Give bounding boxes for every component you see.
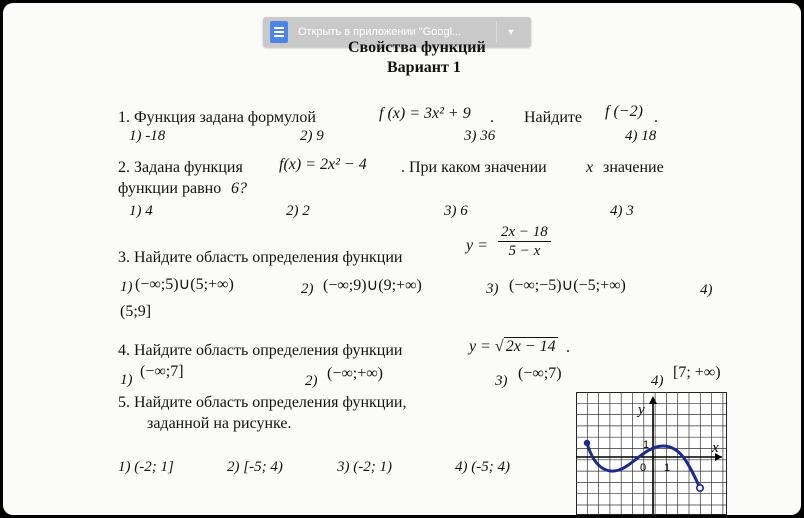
q2-tail: значение <box>603 159 664 176</box>
q3-fraction <box>498 223 551 260</box>
q2-answer-1: 1) 4 <box>129 203 153 219</box>
variant-label: Вариант 1 <box>387 59 461 76</box>
q3-answer-3: (−∞;−5)∪(−5;+∞) <box>509 277 626 294</box>
q1-text: 1. Функция задана формулой <box>118 109 316 126</box>
q3-y: y = <box>466 237 488 254</box>
q4-radicand: 2x − 14 <box>505 338 556 355</box>
q3-answer-4-num: 4) <box>700 282 713 298</box>
q2-formula: f(x) = 2x² − 4 <box>279 156 367 173</box>
q4-formula <box>469 337 558 356</box>
q4-answer-1: (−∞;7] <box>140 363 184 380</box>
sqrt-sign: √ <box>494 338 504 355</box>
q2-answer-2: 2) 2 <box>286 203 310 219</box>
q3-answer-2: (−∞;9)∪(9;+∞) <box>323 277 422 294</box>
q2-value: 6? <box>231 180 247 197</box>
q4-answer-4: [7; +∞) <box>673 364 721 381</box>
q3-numerator: 2x − 18 <box>498 223 551 242</box>
q4-text: 4. Найдите область определения функции <box>118 342 403 359</box>
worksheet <box>3 3 801 515</box>
x-unit-label: 1 <box>664 462 671 474</box>
q5-line1: 5. Найдите область определения функции, <box>118 394 407 411</box>
q5-answer-2: 2) [-5; 4) <box>227 459 283 475</box>
q4-dot: . <box>566 339 570 356</box>
q4-answer-3-num: 3) <box>495 373 508 389</box>
curve-end-open-point <box>697 485 703 491</box>
q1-dot: . <box>490 109 494 126</box>
q5-answer-4: 4) (-5; 4) <box>455 459 510 475</box>
q5-line2: заданной на рисунке. <box>147 415 292 432</box>
q1-find: Найдите <box>524 109 583 126</box>
page-title: Свойства функций <box>348 39 486 56</box>
q4-answer-1-num: 1) <box>120 372 133 388</box>
q1-dot-2: . <box>654 109 658 126</box>
q1-answer-2: 2) 9 <box>300 128 324 144</box>
q4-answer-4-num: 4) <box>651 373 664 389</box>
q2-answer-3: 3) 6 <box>444 203 468 219</box>
q3-denominator: 5 − x <box>508 243 541 259</box>
q3-text: 3. Найдите область определения функции <box>118 249 403 266</box>
q1-answer-3: 3) 36 <box>464 128 496 144</box>
q4-y: y = <box>469 338 491 355</box>
q1-formula: f (x) = 3x² + 9 <box>379 105 471 122</box>
q3-answer-2-num: 2) <box>301 281 314 297</box>
q1-answer-1: 1) -18 <box>129 128 166 144</box>
q3-answer-3-num: 3) <box>486 281 499 297</box>
q1-answer-4: 4) 18 <box>625 128 657 144</box>
q5-answer-1: 1) (-2; 1] <box>118 459 174 475</box>
q2-variable: x <box>586 159 594 176</box>
origin-label: 0 <box>640 462 647 474</box>
chevron-down-icon[interactable]: ▾ <box>508 26 514 38</box>
q2-line2: функции равно <box>118 180 222 197</box>
curve-start-filled-point <box>584 440 590 446</box>
graph-frame <box>577 393 727 515</box>
q1-find-expr: f (−2) <box>605 103 643 120</box>
q4-answer-2: (−∞;+∞) <box>327 365 383 382</box>
y-unit-label: 1 <box>643 439 650 451</box>
q3-answer-1: (−∞;5)∪(5;+∞) <box>135 276 234 293</box>
q2-answer-4: 4) 3 <box>610 203 634 219</box>
q2-text: 2. Задана функция <box>118 159 243 176</box>
y-axis-label: y <box>638 402 645 418</box>
function-graph <box>576 392 728 515</box>
open-in-app-label[interactable]: Открыть в приложении "Googl... <box>298 26 462 38</box>
q4-answer-2-num: 2) <box>305 373 318 389</box>
google-docs-icon <box>270 21 288 43</box>
q5-answer-3: 3) (-2; 1) <box>337 459 392 475</box>
x-axis-label: x <box>712 440 719 456</box>
q3-answer-4: (5;9] <box>120 303 152 320</box>
q2-middle: . При каком значении <box>401 159 547 176</box>
q4-answer-3: (−∞;7) <box>518 365 562 382</box>
q3-answer-1-num: 1) <box>120 279 133 295</box>
